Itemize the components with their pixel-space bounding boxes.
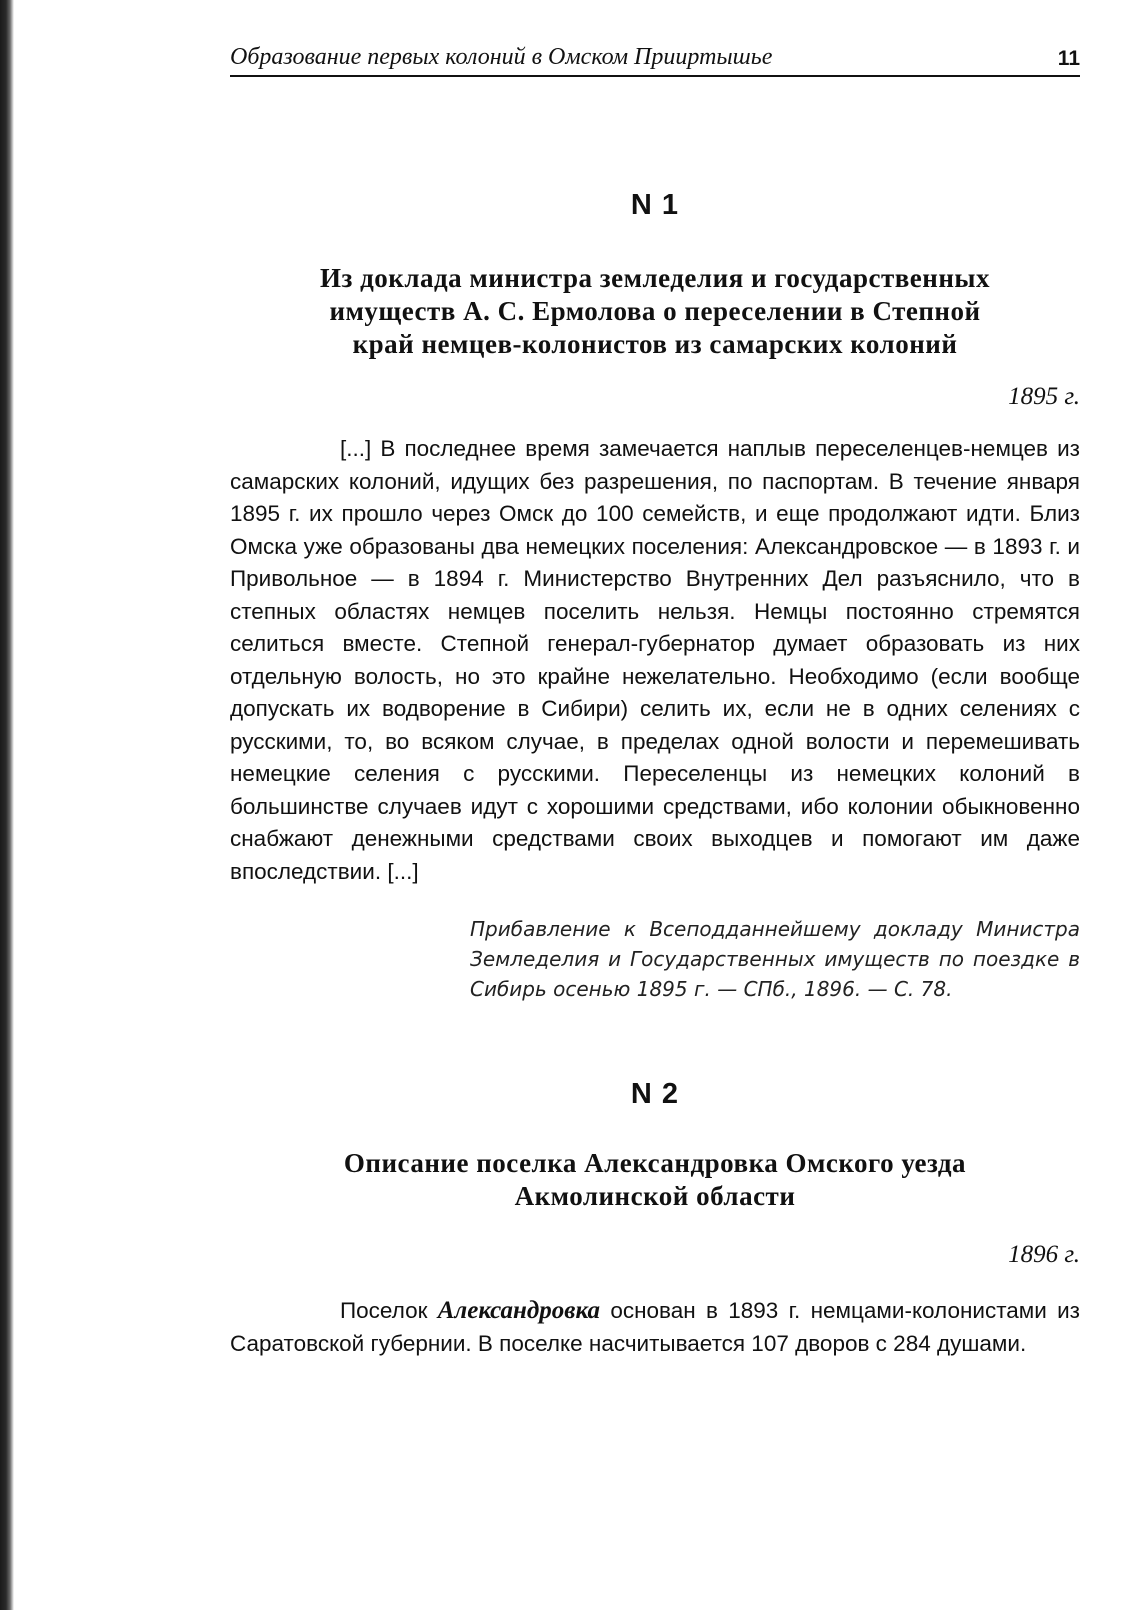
document-date: 1896 г. <box>1008 1241 1080 1268</box>
document-title-line: край немцев-колонистов из самарских колоний <box>352 329 958 359</box>
settlement-name: Александровка <box>437 1297 601 1324</box>
document-title-line: Описание поселка Александровка Омского уезда <box>343 1148 967 1178</box>
document-title <box>230 262 1080 361</box>
scan-binding-edge <box>0 0 14 1610</box>
document-number: N 1 <box>630 189 680 221</box>
running-title: Образование первых колоний в Омском Прииртышье <box>230 44 773 70</box>
document-2 <box>230 1078 1080 1360</box>
paragraph-end: основан в 1893 г. немцами-колонистами из Саратовской губернии. В поселке насчитывается 107 дворов с 284 душами. <box>230 1298 1080 1356</box>
document-paragraph: [...] В последнее время замечается наплыв переселенцев-немцев из самарских колоний, идущих без разрешения, по паспортам. В течение января 1895 г. их прошло через Омск до 100 семейств, и еще продолжают идти. Близ Омска уже образованы два немецких поселения: Александровское — в 1893 г. и Привольное — в 1894 г. Министерство Внутренних Дел разъяснило, что в степных областях немцев поселить нельзя. Немцы постоянно стремятся селиться вместе. Степной генерал-губернатор думает образовать из них отдельную волость, но это крайне нежелательно. Необходимо (если вообще допускать их водворение в Сибири) селить их, если не в одних селениях с русскими, то, во всяком случае, в пределах одной волости и перемешивать немецкие селения с русскими. Переселенцы из немецких колоний в большинстве случаев идут с хорошими средствами, ибо колонии обыкновенно снабжают денежными средствами своих выходцев и помогают им даже впоследствии. [...] <box>230 436 1080 884</box>
document-date: 1895 г. <box>1008 383 1080 410</box>
running-header <box>230 44 1080 77</box>
document-1 <box>230 189 1080 1004</box>
source-citation: Прибавление к Всеподданнейшему докладу Министра Земледелия и Государственных имуществ по поездке в Сибирь осенью 1895 г. — СПб., 1896. — С. 78. <box>470 917 1080 1001</box>
document-title <box>230 1147 1080 1213</box>
page-number: 11 <box>1057 47 1080 70</box>
document-number: N 2 <box>630 1078 680 1110</box>
document-paragraph <box>230 1295 1080 1360</box>
book-page <box>230 44 1080 1360</box>
paragraph-start: Поселок <box>340 1298 438 1323</box>
document-title-line: Из доклада министра земледелия и государственных <box>320 263 990 293</box>
document-title-line: Акмолинской области <box>514 1181 796 1211</box>
document-title-line: имуществ А. С. Ермолова о переселении в Степной <box>329 296 981 326</box>
